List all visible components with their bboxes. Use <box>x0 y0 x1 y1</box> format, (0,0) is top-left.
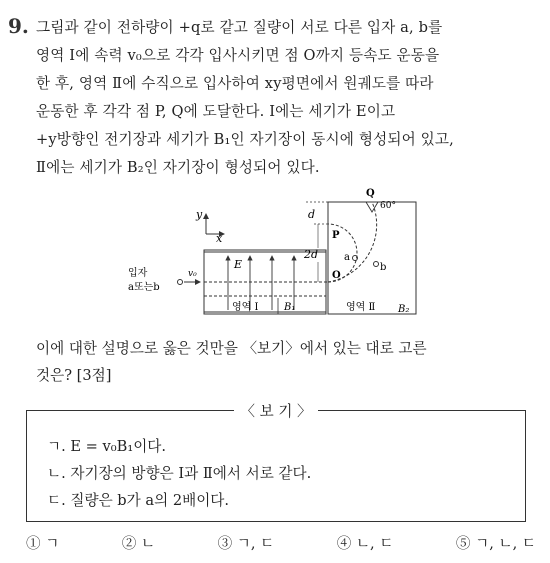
bogi-list <box>47 433 311 514</box>
label-b: b <box>380 262 387 273</box>
figure-svg <box>128 186 418 324</box>
physics-figure <box>128 186 418 324</box>
stem-line: 한 후, 영역 Ⅱ에 수직으로 입사하여 xy평면에서 원궤도를 따라 <box>36 75 434 92</box>
answer-choices <box>26 532 536 553</box>
prompt-line: 이에 대한 설명으로 옳은 것만을 〈보기〉에서 있는 대로 고른 <box>36 340 427 357</box>
region2-label: 영역 Ⅱ <box>346 302 376 313</box>
bogi-item: ㄴ. 자기장의 방향은 Ⅰ과 Ⅱ에서 서로 같다. <box>47 465 312 482</box>
choice-2-label: ② ㄴ <box>121 535 156 552</box>
region1-label: 영역 Ⅰ <box>232 302 259 313</box>
question-prompt <box>36 335 536 389</box>
choice-4[interactable] <box>337 532 394 553</box>
axes-icon <box>206 214 224 234</box>
axis-x-label: x <box>216 232 223 245</box>
choice-2[interactable] <box>122 532 155 553</box>
angle-label: 60° <box>380 201 396 211</box>
particle-icon <box>178 280 183 285</box>
point-P-label: P <box>332 230 340 241</box>
stem-line: Ⅱ에는 세기가 B₂인 자기장이 형성되어 있다. <box>36 159 320 176</box>
choice-3[interactable] <box>218 532 275 553</box>
question-number: 9. <box>8 14 29 38</box>
choice-1-label: ① ㄱ <box>26 535 60 552</box>
distance-2d-label: 2d <box>304 248 319 261</box>
choice-5-label: ⑤ ㄱ, ㄴ, ㄷ <box>455 535 536 552</box>
stem-line: +y방향인 전기장과 세기가 B₁인 자기장이 동시에 형성되어 있고, <box>36 131 454 148</box>
region1-B-label: B₁ <box>284 302 296 313</box>
axis-y-label: y <box>196 208 203 221</box>
bogi-title <box>27 400 525 421</box>
bogi-item: ㄱ. E = v₀B₁이다. <box>47 438 167 455</box>
bogi-box <box>26 403 526 522</box>
choice-1[interactable] <box>26 532 59 553</box>
particle-label-1: 입자 <box>128 268 148 279</box>
stem-line: 운동한 후 각각 점 P, Q에 도달한다. Ⅰ에는 세기가 E이고 <box>36 103 396 120</box>
point-O-label: O <box>332 270 341 281</box>
bogi-item: ㄷ. 질량은 b가 a의 2배이다. <box>47 492 230 509</box>
choice-4-label: ④ ㄴ, ㄷ <box>336 535 394 552</box>
stem-line: 영역 Ⅰ에 속력 v₀으로 각각 입사시키면 점 O까지 등속도 운동을 <box>36 47 440 64</box>
choice-3-label: ③ ㄱ, ㄷ <box>217 535 275 552</box>
distance-d-label: d <box>308 208 316 221</box>
field-E-label: E <box>234 258 243 271</box>
particle-label-2: a또는b <box>128 282 160 293</box>
label-a: a <box>344 252 350 263</box>
point-Q-label: Q <box>366 188 375 199</box>
prompt-line: 것은? [3점] <box>36 367 112 384</box>
region2-B-label: B₂ <box>398 304 410 315</box>
question-stem <box>36 14 536 182</box>
bogi-title-text: 〈 보 기 〉 <box>234 403 317 420</box>
velocity-label: v₀ <box>188 269 197 279</box>
choice-5[interactable] <box>456 532 536 553</box>
stem-line: 그림과 같이 전하량이 +q로 같고 질량이 서로 다른 입자 a, b를 <box>36 19 443 36</box>
region2-box <box>328 202 416 314</box>
